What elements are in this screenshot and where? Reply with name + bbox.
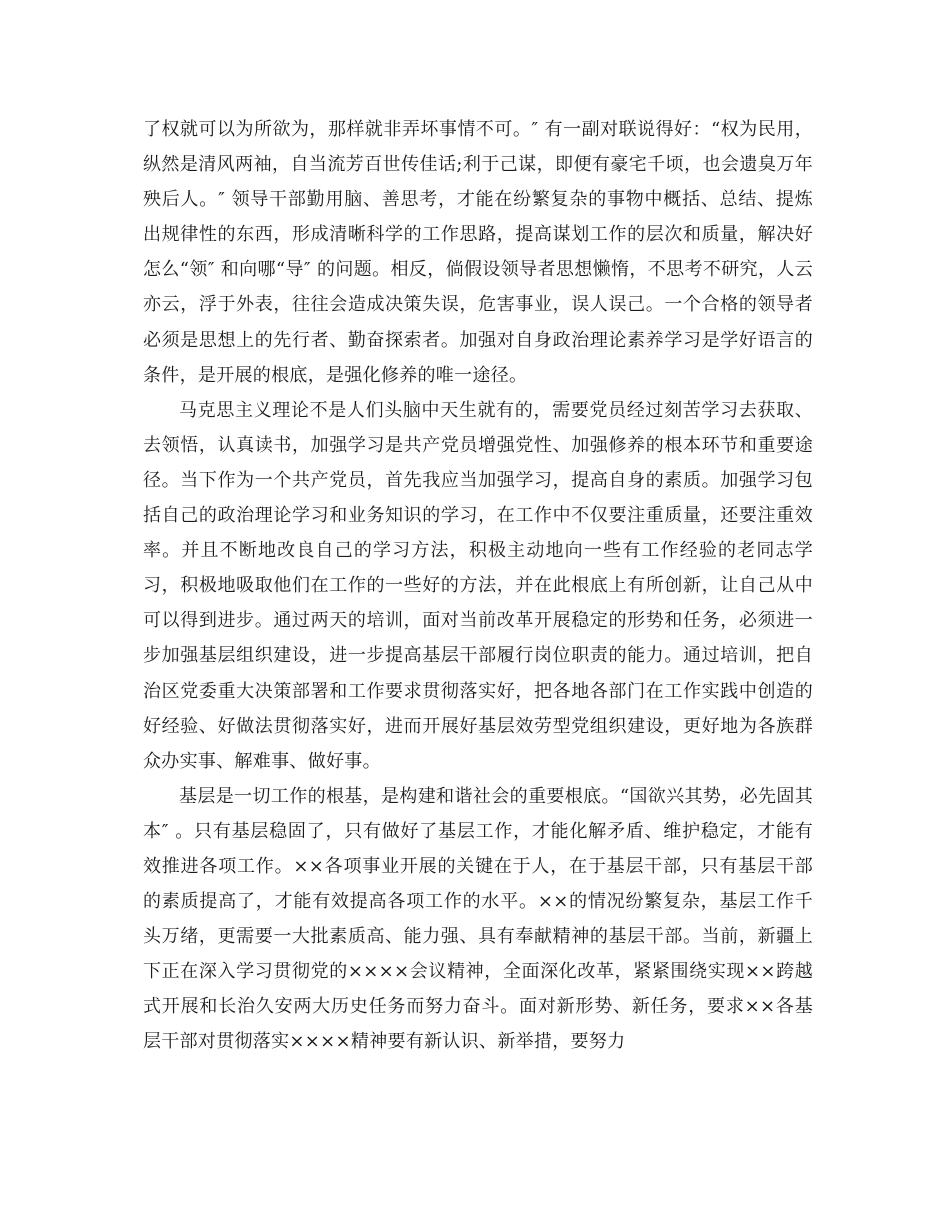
paragraph-3: 基层是一切工作的根基，是构建和谐社会的重要根底。“国欲兴其势，必先固其本″ 。只有基层稳固了，只有做好了基层工作，才能化解矛盾、维护稳定，才能有效推进各项工作。××各项事业开展的关键在于人，在于基层干部，只有基层干部的素质提高了，才能有效提高各项工作的水平。××的情况纷繁复杂，基层工作千头万绪，更需要一大批素质高、能力强、具有奉献精神的基层干部。当前，新疆上下正在深入学习贯彻党的××××会议精神，全面深化改革，紧紧围绕实现××跨越式开展和长治久安两大历史任务而努力奋斗。面对新形势、新任务，要求××各基层干部对贯彻落实××××精神要有新认识、新举措，要努力 [143,785,813,1053]
paragraph-1: 了权就可以为所欲为，那样就非弄坏事情不可。″ 有一副对联说得好：“权为民用，纵然是清风两袖，自当流芳百世传佳话;利于己谋，即便有豪宅千顷，也会遗臭万年殃后人。″ 领导干部勤用脑、善思考，才能在纷繁复杂的事物中概括、总结、提炼出规律性的东西，形成清晰科学的工作思路，提高谋划工作的层次和质量，解决好怎么“领″ 和向哪“导″ 的问题。相反，倘假设领导者思想懒惰，不思考不研究，人云亦云，浮于外表，往往会造成决策失误，危害事业，误人误己。一个合格的领导者必须是思想上的先行者、勤奋探索者。加强对自身政治理论素养学习是学好语言的条件，是开展的根底，是强化修养的唯一途径。 [143,119,813,386]
document-body [143,112,813,1060]
paragraph-2: 马克思主义理论不是人们头脑中天生就有的，需要党员经过刻苦学习去获取、去领悟，认真读书，加强学习是共产党员增强党性、加强修养的根本环节和重要途径。当下作为一个共产党员，首先我应当加强学习，提高自身的素质。加强学习包括自己的政治理论学习和业务知识的学习，在工作中不仅要注重质量，还要注重效率。并且不断地改良自己的学习方法，积极主动地向一些有工作经验的老同志学习，积极地吸取他们在工作的一些好的方法，并在此根底上有所创新，让自己从中可以得到进步。通过两天的培训，面对当前改革开展稳定的形势和任务，必须进一步加强基层组织建设，进一步提高基层干部履行岗位职责的能力。通过培训，把自治区党委重大决策部署和工作要求贯彻落实好，把各地各部门在工作实践中创造的好经验、好做法贯彻落实好，进而开展好基层效劳型党组织建设，更好地为各族群众办实事、解难事、做好事。 [143,399,813,772]
